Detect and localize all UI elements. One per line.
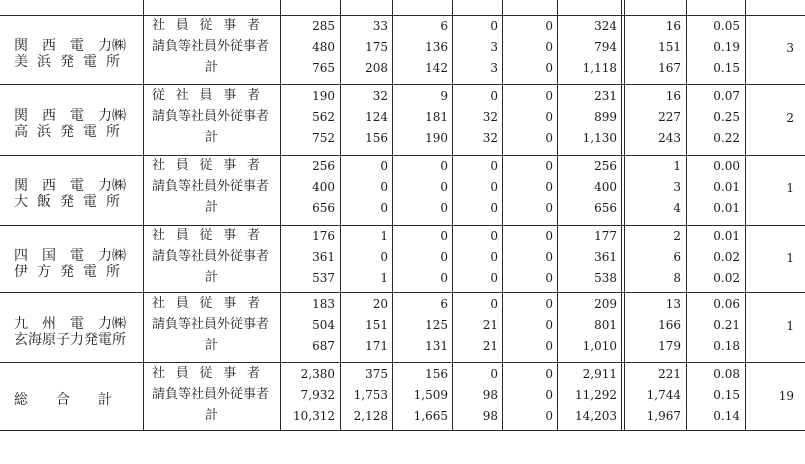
- table-cell: 131: [425, 339, 448, 353]
- table-cell: 125: [425, 318, 448, 332]
- table-cell: 190: [312, 89, 335, 103]
- table-cell: 156: [425, 367, 448, 381]
- row-summary-value: 2: [786, 111, 794, 125]
- table-cell: 0.22: [713, 131, 740, 145]
- table-cell: 11,292: [575, 388, 617, 402]
- table-cell: 1,509: [413, 388, 448, 402]
- row-category-label: [152, 179, 274, 195]
- table-cell: 0: [545, 40, 553, 54]
- row-category-label: [152, 200, 218, 216]
- plant-name: 玄海原子力発電所: [14, 332, 126, 348]
- table-cell: 0: [545, 367, 553, 381]
- table-cell: 179: [658, 339, 681, 353]
- row-summary-value: 1: [786, 181, 794, 195]
- table-cell: 0: [380, 159, 388, 173]
- row-divider: [0, 430, 805, 431]
- row-category-label: [152, 338, 218, 354]
- row-category-label: [152, 158, 274, 174]
- table-cell: 6: [673, 250, 681, 264]
- table-cell: 0: [545, 131, 553, 145]
- table-cell: 0.08: [713, 367, 740, 381]
- column-divider: [745, 0, 746, 431]
- row-category-text: 社員従事者: [152, 296, 260, 311]
- row-category-label: [152, 296, 274, 312]
- row-category-label: [152, 60, 218, 76]
- row-category-text: 計: [204, 408, 218, 423]
- row-category-text: 計: [204, 338, 218, 353]
- table-cell: 0.00: [713, 159, 740, 173]
- table-cell: 124: [365, 110, 388, 124]
- table-cell: 0: [545, 318, 553, 332]
- table-cell: 14,203: [575, 409, 617, 423]
- table-cell: 752: [312, 131, 335, 145]
- table-cell: 285: [312, 19, 335, 33]
- row-category-label: [152, 39, 274, 55]
- table-cell: 0.19: [713, 40, 740, 54]
- table-cell: 0.05: [713, 19, 740, 33]
- table-cell: 20: [372, 297, 388, 311]
- table-cell: 10,312: [293, 409, 335, 423]
- table-cell: 32: [482, 131, 498, 145]
- table-cell: 656: [594, 201, 617, 215]
- table-cell: 176: [312, 229, 335, 243]
- row-summary-value: 1: [786, 319, 794, 333]
- table-cell: 0: [545, 250, 553, 264]
- table-cell: 2,380: [300, 367, 335, 381]
- company-name: 関 西 電 力㈱: [14, 108, 126, 124]
- table-cell: 1,665: [413, 409, 448, 423]
- table-cell: 0: [490, 201, 498, 215]
- row-category-text: 計: [204, 270, 218, 285]
- column-divider: [143, 0, 144, 431]
- table-cell: 13: [665, 297, 681, 311]
- table-cell: 0: [440, 159, 448, 173]
- table-cell: 0.01: [713, 229, 740, 243]
- table-cell: 98: [482, 409, 498, 423]
- table-cell: 0.25: [713, 110, 740, 124]
- row-summary-value: 3: [786, 41, 794, 55]
- table-cell: 0.21: [713, 318, 740, 332]
- table-cell: 7,932: [300, 388, 335, 402]
- table-cell: 0: [490, 229, 498, 243]
- row-divider: [0, 362, 805, 363]
- table-cell: 2,911: [582, 367, 617, 381]
- row-category-text: 計: [204, 200, 218, 215]
- table-cell: 0: [545, 201, 553, 215]
- row-category-label: [152, 130, 218, 146]
- table-cell: 0: [440, 201, 448, 215]
- table-cell: 537: [312, 271, 335, 285]
- table-cell: 175: [365, 40, 388, 54]
- table-cell: 538: [594, 271, 617, 285]
- row-category-label: [152, 109, 274, 125]
- row-category-label: [152, 387, 274, 403]
- table-cell: 0: [380, 201, 388, 215]
- table-cell: 0: [545, 19, 553, 33]
- table-cell: 687: [312, 339, 335, 353]
- table-cell: 177: [594, 229, 617, 243]
- row-divider: [0, 155, 805, 156]
- row-category-text: 請負等社員外従事者: [152, 179, 270, 194]
- table-cell: 231: [594, 89, 617, 103]
- table-cell: 0: [545, 180, 553, 194]
- row-category-text: 従社員事者: [152, 88, 260, 103]
- table-cell: 0: [545, 61, 553, 75]
- table-cell: 504: [312, 318, 335, 332]
- row-category-label: [152, 18, 274, 34]
- table-cell: 3: [490, 40, 498, 54]
- table-cell: 0: [490, 159, 498, 173]
- row-category-text: 社員従事者: [152, 366, 260, 381]
- table-cell: 0.02: [713, 250, 740, 264]
- row-category-text: 社員従事者: [152, 158, 260, 173]
- row-category-text: 請負等社員外従事者: [152, 317, 270, 332]
- row-category-label: [152, 228, 274, 244]
- table-cell: 0.15: [713, 61, 740, 75]
- table-cell: 151: [658, 40, 681, 54]
- row-category-text: 請負等社員外従事者: [152, 387, 270, 402]
- table-cell: 794: [594, 40, 617, 54]
- table-cell: 0: [545, 229, 553, 243]
- table-cell: 0: [490, 89, 498, 103]
- table-cell: 2: [673, 229, 681, 243]
- table-cell: 562: [312, 110, 335, 124]
- table-cell: 0.18: [713, 339, 740, 353]
- table-cell: 361: [594, 250, 617, 264]
- table-cell: 0: [490, 271, 498, 285]
- table-cell: 0.14: [713, 409, 740, 423]
- table-cell: 243: [658, 131, 681, 145]
- table-cell: 21: [482, 339, 498, 353]
- table-cell: 0.07: [713, 89, 740, 103]
- row-divider: [0, 15, 805, 16]
- table-cell: 1: [673, 159, 681, 173]
- table-cell: 0: [545, 110, 553, 124]
- table-cell: 181: [425, 110, 448, 124]
- table-cell: 6: [440, 297, 448, 311]
- table-cell: 227: [658, 110, 681, 124]
- row-divider: [0, 225, 805, 226]
- table-cell: 0: [440, 250, 448, 264]
- row-category-label: [152, 408, 218, 424]
- table-cell: 16: [665, 89, 681, 103]
- table-cell: 9: [440, 89, 448, 103]
- table-cell: 0.06: [713, 297, 740, 311]
- table-cell: 0: [545, 388, 553, 402]
- plant-name: 高浜発電所: [14, 124, 129, 140]
- table-cell: 183: [312, 297, 335, 311]
- table-cell: 0: [490, 297, 498, 311]
- table-cell: 0: [545, 159, 553, 173]
- table-cell: 1,118: [582, 61, 617, 75]
- table-cell: 765: [312, 61, 335, 75]
- table-cell: 166: [658, 318, 681, 332]
- company-name: 九 州 電 力㈱: [14, 316, 126, 332]
- row-category-label: [152, 249, 274, 265]
- table-cell: 151: [365, 318, 388, 332]
- table-cell: 98: [482, 388, 498, 402]
- table-cell: 0: [545, 89, 553, 103]
- row-category-label: [152, 88, 274, 104]
- table-cell: 1,130: [582, 131, 617, 145]
- table-cell: 0: [490, 19, 498, 33]
- table-cell: 16: [665, 19, 681, 33]
- row-category-text: 計: [204, 130, 218, 145]
- row-category-text: 社員従事者: [152, 18, 260, 33]
- table-cell: 361: [312, 250, 335, 264]
- table-cell: 0.01: [713, 201, 740, 215]
- company-name: 四 国 電 力㈱: [14, 248, 126, 264]
- table-cell: 221: [658, 367, 681, 381]
- table-cell: 899: [594, 110, 617, 124]
- company-name: 関 西 電 力㈱: [14, 38, 126, 54]
- row-divider: [0, 84, 805, 85]
- row-category-text: 社員従事者: [152, 228, 260, 243]
- table-cell: 4: [673, 201, 681, 215]
- table-cell: 0.01: [713, 180, 740, 194]
- row-category-label: [152, 270, 218, 286]
- table-cell: 400: [594, 180, 617, 194]
- table-cell: 32: [482, 110, 498, 124]
- company-name: 関 西 電 力㈱: [14, 178, 126, 194]
- row-divider: [0, 292, 805, 293]
- row-category-text: 請負等社員外従事者: [152, 109, 270, 124]
- plant-name: 大飯発電所: [14, 194, 129, 210]
- table-cell: 1,010: [582, 339, 617, 353]
- row-category-text: 請負等社員外従事者: [152, 39, 270, 54]
- plant-name: 美浜発電所: [14, 54, 129, 70]
- row-category-text: 請負等社員外従事者: [152, 249, 270, 264]
- table-cell: 3: [490, 61, 498, 75]
- row-summary-value: 1: [786, 251, 794, 265]
- table-cell: 0: [490, 250, 498, 264]
- row-category-text: 計: [204, 60, 218, 75]
- table-cell: 0: [440, 229, 448, 243]
- table-cell: 21: [482, 318, 498, 332]
- table-cell: 190: [425, 131, 448, 145]
- table-cell: 1: [380, 271, 388, 285]
- table-cell: 0: [545, 271, 553, 285]
- table-cell: 480: [312, 40, 335, 54]
- table-cell: 8: [673, 271, 681, 285]
- table-cell: 1,753: [353, 388, 388, 402]
- table-cell: 156: [365, 131, 388, 145]
- table-cell: 136: [425, 40, 448, 54]
- table-cell: 32: [372, 89, 388, 103]
- table-cell: 171: [365, 339, 388, 353]
- table-cell: 324: [594, 19, 617, 33]
- table-cell: 0: [545, 297, 553, 311]
- table-cell: 0.02: [713, 271, 740, 285]
- table-cell: 2,128: [353, 409, 388, 423]
- table-cell: 656: [312, 201, 335, 215]
- table-cell: 0: [440, 180, 448, 194]
- table-cell: 0: [380, 250, 388, 264]
- table-cell: 375: [365, 367, 388, 381]
- table-cell: 0: [380, 180, 388, 194]
- total-summary-value: 19: [778, 389, 794, 403]
- table-cell: 0: [440, 271, 448, 285]
- row-category-label: [152, 366, 274, 382]
- total-label: 総 合 計: [14, 392, 112, 408]
- table-cell: 209: [594, 297, 617, 311]
- table-cell: 3: [673, 180, 681, 194]
- table-cell: 0: [490, 180, 498, 194]
- row-category-label: [152, 317, 274, 333]
- table-cell: 167: [658, 61, 681, 75]
- table-cell: 6: [440, 19, 448, 33]
- table-cell: 400: [312, 180, 335, 194]
- table-cell: 0: [545, 339, 553, 353]
- plant-name: 伊方発電所: [14, 264, 129, 280]
- table-cell: 1,967: [646, 409, 681, 423]
- table-cell: 256: [594, 159, 617, 173]
- table-cell: 1: [380, 229, 388, 243]
- table-cell: 1,744: [646, 388, 681, 402]
- table-cell: 256: [312, 159, 335, 173]
- table-cell: 801: [594, 318, 617, 332]
- table-cell: 208: [365, 61, 388, 75]
- table-cell: 0.15: [713, 388, 740, 402]
- table-cell: 0: [545, 409, 553, 423]
- table-cell: 33: [372, 19, 388, 33]
- table-cell: 0: [490, 367, 498, 381]
- table-cell: 142: [425, 61, 448, 75]
